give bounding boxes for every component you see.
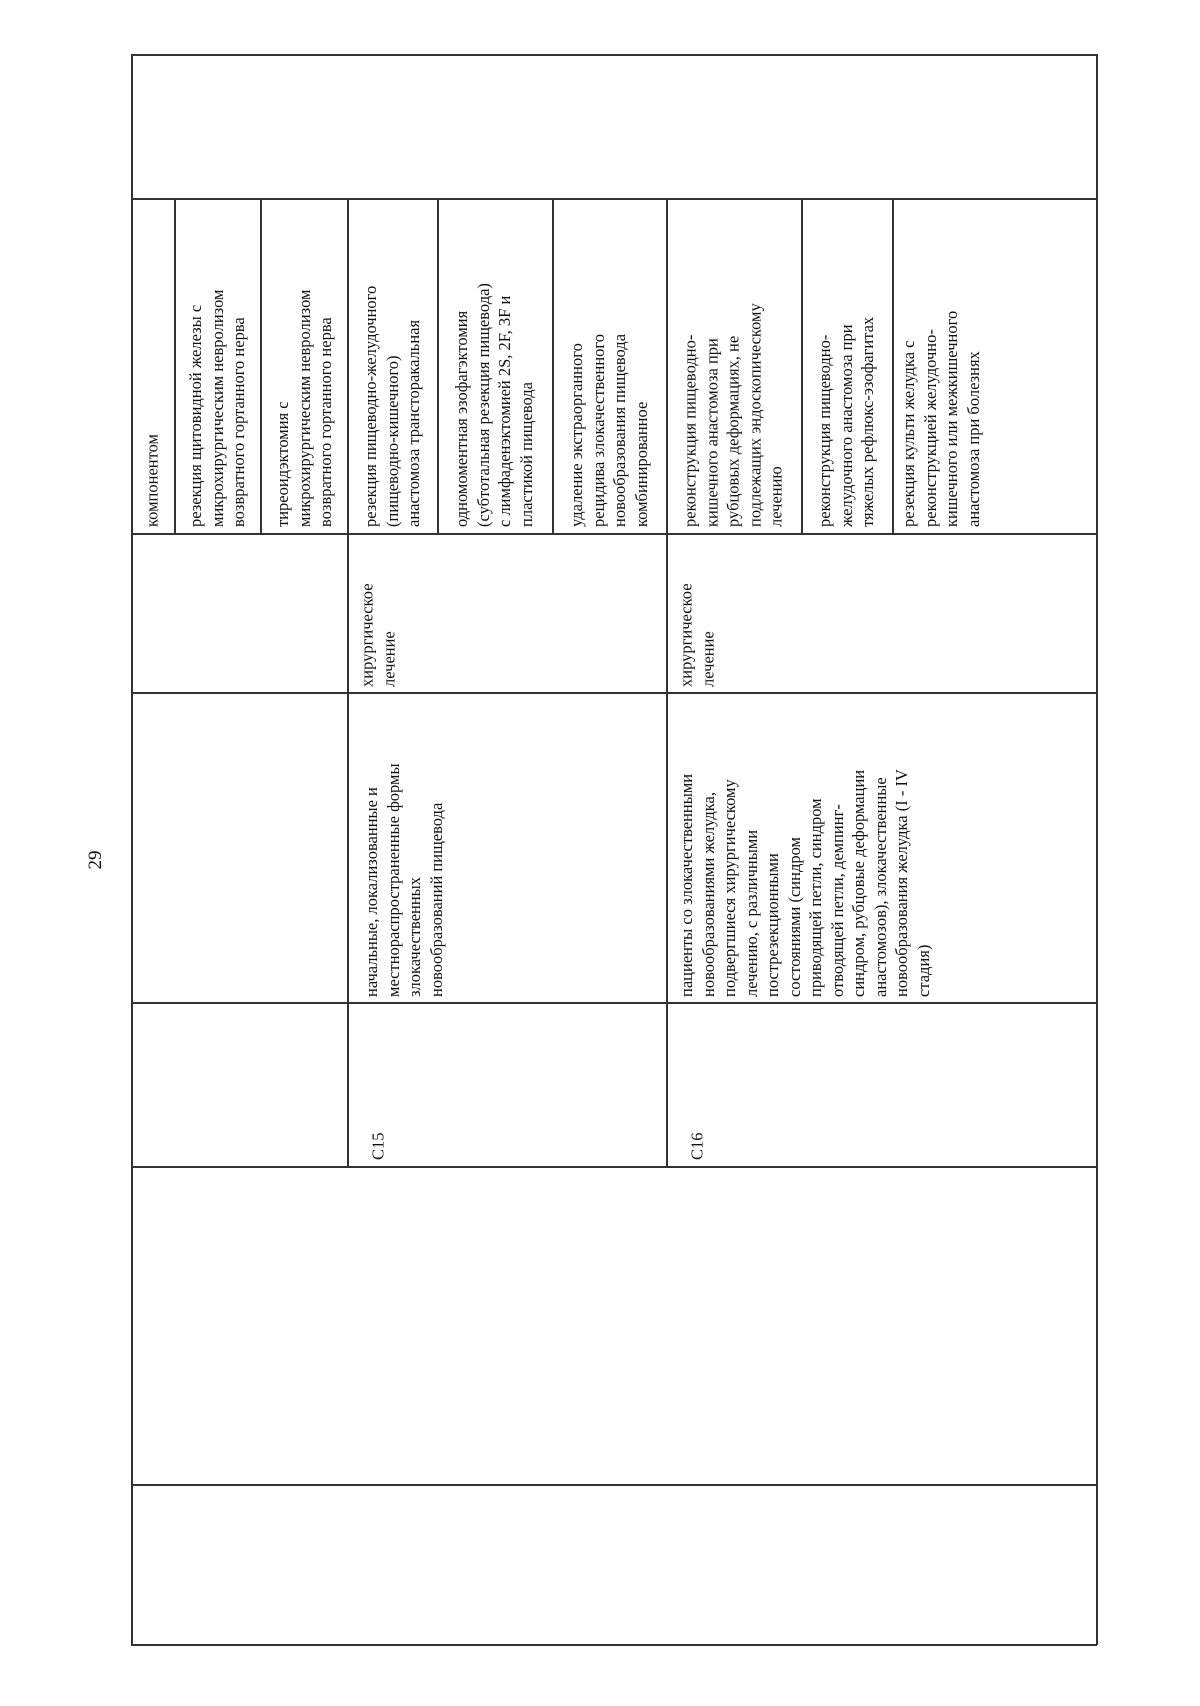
patient-model-cell: пациенты со злокачественными новообразованиями желудка, подвергшиеся хирургическому лечению, с различными пострезекционными состояниями (синдром приводящей петли, синдром отводящей петли, демпинг- синдром, рубцовые деформации анастомозов), злокачественные новообразования желудка (I - IV стадия) — [677, 769, 933, 997]
row-separator — [801, 198, 803, 534]
method-cell: удаление экстраорганного рецидива злокачественного новообразования пищевода комбинированное — [567, 333, 651, 527]
treatment-type-cell: хирургическое лечение — [357, 583, 398, 687]
method-cell: реконструкция пищеводно- кишечного анастомоза при рубцовых деформациях, не подлежащих эндоскопическому лечению — [680, 303, 786, 527]
method-cell: реконструкция пищеводно- желудочного анастомоза при тяжелых рефлюкс-эзофагитах — [814, 316, 877, 527]
column-divider — [131, 1166, 1097, 1168]
page-number: 29 — [85, 850, 106, 870]
treatment-type-cell: хирургическое лечение — [676, 583, 717, 687]
table-border-right — [1096, 54, 1098, 1645]
row-separator — [666, 198, 668, 1167]
column-divider — [131, 1002, 1097, 1004]
method-cell: резекция пищеводно-желудочного (пищеводно-кишечного) анастомоза трансторакальная — [360, 285, 423, 527]
column-divider — [131, 533, 1097, 535]
row-separator — [892, 198, 894, 534]
row-separator — [552, 198, 554, 534]
table-border-left — [131, 54, 133, 1645]
column-divider — [131, 198, 1097, 200]
method-cell: одномоментная эзофагэктомия (субтотальная резекция пищевода) с лимфаденэктомией 2S, 2F, 3F и пластикой пищевода — [452, 283, 536, 527]
row-separator — [260, 198, 262, 534]
column-divider — [131, 1484, 1097, 1486]
diagnosis-code-cell: C15 — [368, 1132, 388, 1160]
method-cell: тиреоидэктомия с микрохирургическим невролизом возвратного гортанного нерва — [272, 289, 335, 527]
table-border-bottom — [131, 1644, 1097, 1646]
column-divider — [131, 692, 1097, 694]
diagnosis-code-cell: C16 — [687, 1132, 707, 1160]
row-separator — [174, 198, 176, 534]
row-separator — [437, 198, 439, 534]
patient-model-cell: начальные, локализованные и местнораспространенные формы злокачественных новообразований пищевода — [362, 763, 446, 997]
method-cell: резекция щитовидной железы с микрохирургическим невролизом возвратного гортанного нерва — [185, 289, 248, 527]
header-cell: компонентом — [142, 434, 162, 527]
method-cell: резекция культи желудка с реконструкцией желудочно- кишечного или межкишечного анастомоза при болезнях — [899, 310, 983, 527]
row-separator — [347, 198, 349, 1167]
table-border-top — [131, 54, 1097, 56]
